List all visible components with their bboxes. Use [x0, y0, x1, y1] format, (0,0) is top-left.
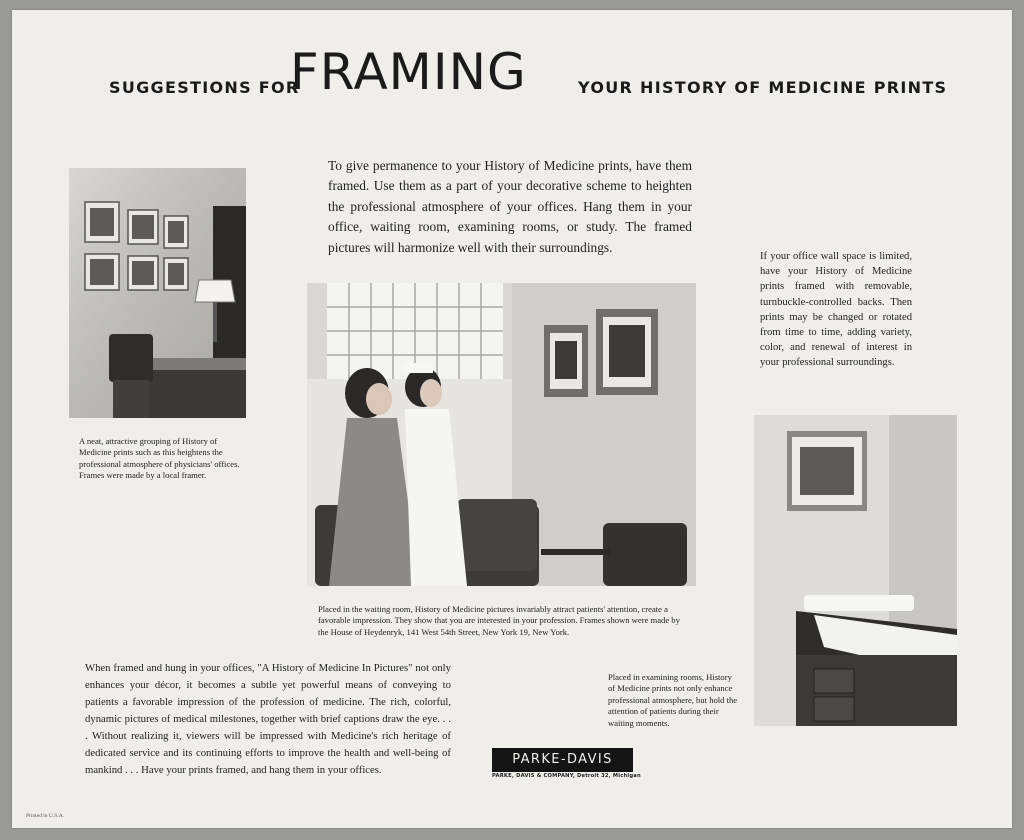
company-address: PARKE, DAVIS & COMPANY, Detroit 32, Michigan	[492, 773, 641, 779]
examining-room-photo	[754, 415, 957, 726]
intro-paragraph: To give permanence to your History of Medicine prints, have them framed. Use them as a part of your decorative scheme to heighten the professional atmosphere of your offices. Hang them in your office, waiting room, examining rooms, or study. The framed pictures will harmonize well with their surroundings.	[328, 158, 692, 255]
parke-davis-logo: PARKE-DAVIS	[492, 748, 633, 772]
office-photo	[69, 168, 246, 418]
closing-paragraph: When framed and hung in your offices, "A History of Medicine In Pictures" not only enhances your décor, it becomes a subtle yet powerful means of conveying to patients a favorable impression of the profession of medicine. The rich, colorful, dynamic pictures of medical milestones, together with brief captions draw the eye. . . . Without realizing it, viewers will be impressed with Medicine's rich heritage of dedicated service and its continuing efforts to improve the health and well-being of mankind . . . Have your prints framed, and hang them in your offices.	[85, 662, 451, 776]
office-caption: A neat, attractive grouping of History of Medicine prints such as this heightens the professional atmosphere of physicians' offices. Frames were made by a local framer.	[79, 436, 240, 481]
poster-header	[0, 42, 1024, 112]
header-right-text: YOUR HISTORY OF MEDICINE PRINTS	[578, 78, 948, 97]
examining-room-caption: Placed in examining rooms, History of Medicine prints not only enhance professional atmosphere, but hold the attention of patients during their waiting moments.	[608, 672, 738, 728]
header-main-title: FRAMING	[290, 43, 527, 101]
waiting-room-photo	[307, 283, 696, 586]
right-paragraph: If your office wall space is limited, have your History of Medicine prints framed with removable, turnbuckle-controlled backs. Then prints may be changed or rotated from time to time, adding variety, color, and renewal of interest in your professional surroundings.	[760, 251, 912, 369]
header-left-text: SUGGESTIONS FOR	[109, 78, 300, 97]
printed-note: Printed in U.S.A.	[26, 813, 65, 819]
waiting-room-caption: Placed in the waiting room, History of Medicine pictures invariably attract patients' attention, create a favorable impression. They show that you are interested in your profession. Frames shown were made by the House of Heydenryk, 141 West 54th Street, New York 19, New York.	[318, 604, 680, 637]
